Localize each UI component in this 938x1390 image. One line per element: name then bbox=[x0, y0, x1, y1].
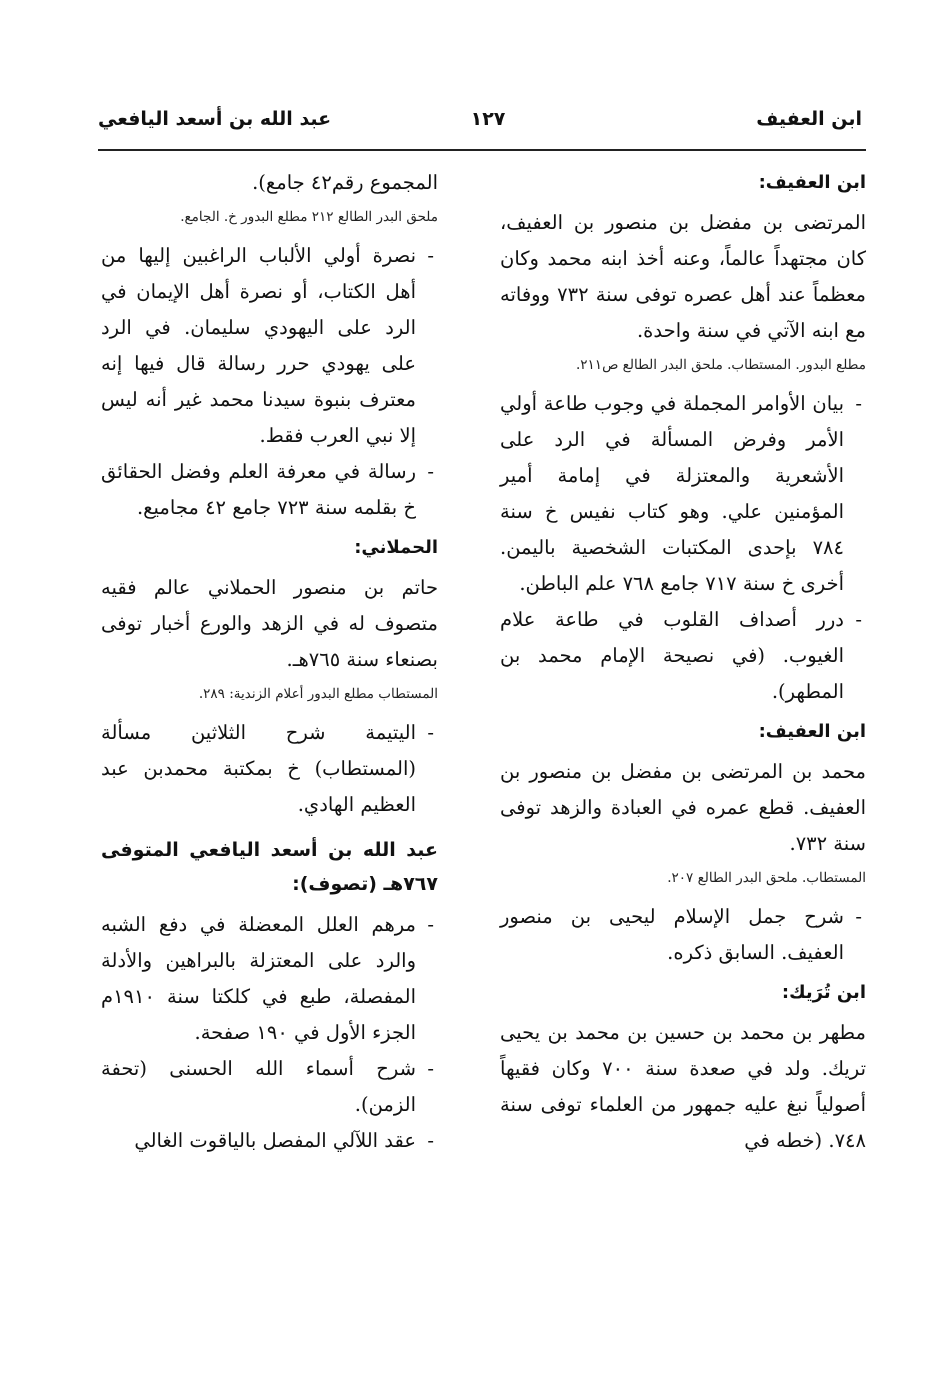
running-header-left: عبد الله بن أسعد اليافعي bbox=[98, 108, 332, 130]
list-item: - رسالة في معرفة العلم وفضل الحقائق خ بقلمه سنة ٧٢٣ جامع ٤٢ مجاميع. bbox=[101, 454, 438, 526]
works-list bbox=[101, 238, 438, 526]
list-item: - مرهم العلل المعضلة في دفع الشبه والرد على المعتزلة بالبراهين والأدلة المفصلة، طبع في كلكتا سنة ١٩١٠م الجزء الأول في ١٩٠ صفحة. bbox=[101, 907, 438, 1051]
entry-title: ابن العفيف: bbox=[758, 172, 866, 193]
works-list bbox=[500, 386, 866, 710]
entry-source: المستطاب مطلع البدور أعلام الزندية: ٢٨٩. bbox=[198, 686, 438, 702]
works-list bbox=[500, 899, 866, 971]
list-item: - اليتيمة شرح الثلاثين مسألة (المستطاب) خ بمكتبة محمدبن عبد العظيم الهادي. bbox=[101, 715, 438, 823]
works-list bbox=[101, 715, 438, 823]
page-number: ١٢٧ bbox=[470, 108, 506, 130]
left-column bbox=[101, 165, 438, 1167]
entry-source: ملحق البدر الطالع ٢١٢ مطلع البدور خ. الجامع. bbox=[180, 209, 438, 225]
entry-body: مطهر بن محمد بن حسين بن محمد بن يحيى تريك. ولد في صعدة سنة ٧٠٠ وكان فقيهاً أصولياً نبغ عليه جمهور من العلماء توفى سنة ٧٤٨. (خطه في bbox=[500, 1021, 866, 1152]
entry-body: حاتم بن منصور الحملاني عالم فقيه متصوف له في الزهد والورع أخبار توفى بصنعاء سنة ٧٦٥هـ. bbox=[101, 576, 438, 671]
right-column bbox=[500, 165, 866, 1159]
list-item: - درر أصداف القلوب في طاعة علام الغيوب. (في نصيحة الإمام محمد بن المطهر). bbox=[500, 602, 866, 710]
entry-body: المرتضى بن مفضل بن منصور بن العفيف، كان مجتهداً عالماً، وعنه أخذ ابنه محمد وكان معظماً عند أهل عصره توفى سنة ٧٣٢ ووفاته مع ابنه الآتي في سنة واحدة. bbox=[500, 211, 866, 342]
list-item: - عقد اللآلي المفصل بالياقوت الغالي bbox=[101, 1123, 438, 1159]
entry-source: مطلع البدور. المستطاب. ملحق البدر الطالع ص٢١١. bbox=[576, 357, 866, 373]
list-item: - شرح أسماء الله الحسنى (تحفة الزمن). bbox=[101, 1051, 438, 1123]
list-item: - نصرة أولي الألباب الراغبين إليها من أهل الكتاب، أو نصرة أهل الإيمان في الرد على اليهودي سليمان. في الرد على يهودي حرر رسالة قال فيها إنه معترف بنبوة سيدنا محمد غير أنه ليس إلا نبي العرب فقط. bbox=[101, 238, 438, 454]
entry-title: ابن تُرَيك: bbox=[781, 982, 866, 1003]
header-rule bbox=[98, 149, 866, 151]
entry-body: محمد بن المرتضى بن مفضل بن منصور بن العفيف. قطع عمره في العبادة والزهد توفى سنة ٧٣٢. bbox=[500, 760, 866, 855]
running-header-right: ابن العفيف bbox=[756, 108, 862, 130]
entry-title: الحملاني: bbox=[354, 537, 438, 558]
list-item: - بيان الأوامر المجملة في وجوب طاعة أولي الأمر وفرض المسألة في الرد على الأشعرية والمعتزلة في إمامة أمير المؤمنين علي. وهو كتاب نفيس خ سنة ٧٨٤ بإحدى المكتبات الشخصية باليمن. أخرى خ سنة ٧١٧ جامع ٧٦٨ علم الباطن. bbox=[500, 386, 866, 602]
entry-title: عبد الله بن أسعد اليافعي المتوفى ٧٦٧هـ (تصوف): bbox=[101, 839, 438, 895]
entry-source: المستطاب. ملحق البدر الطالع ٢٠٧. bbox=[667, 870, 866, 886]
entry-title: ابن العفيف: bbox=[758, 721, 866, 742]
continued-text: المجموع رقم٤٢ جامع). bbox=[252, 171, 438, 194]
list-item: - شرح جمل الإسلام ليحيى بن منصور العفيف. السابق ذكره. bbox=[500, 899, 866, 971]
works-list bbox=[101, 907, 438, 1159]
